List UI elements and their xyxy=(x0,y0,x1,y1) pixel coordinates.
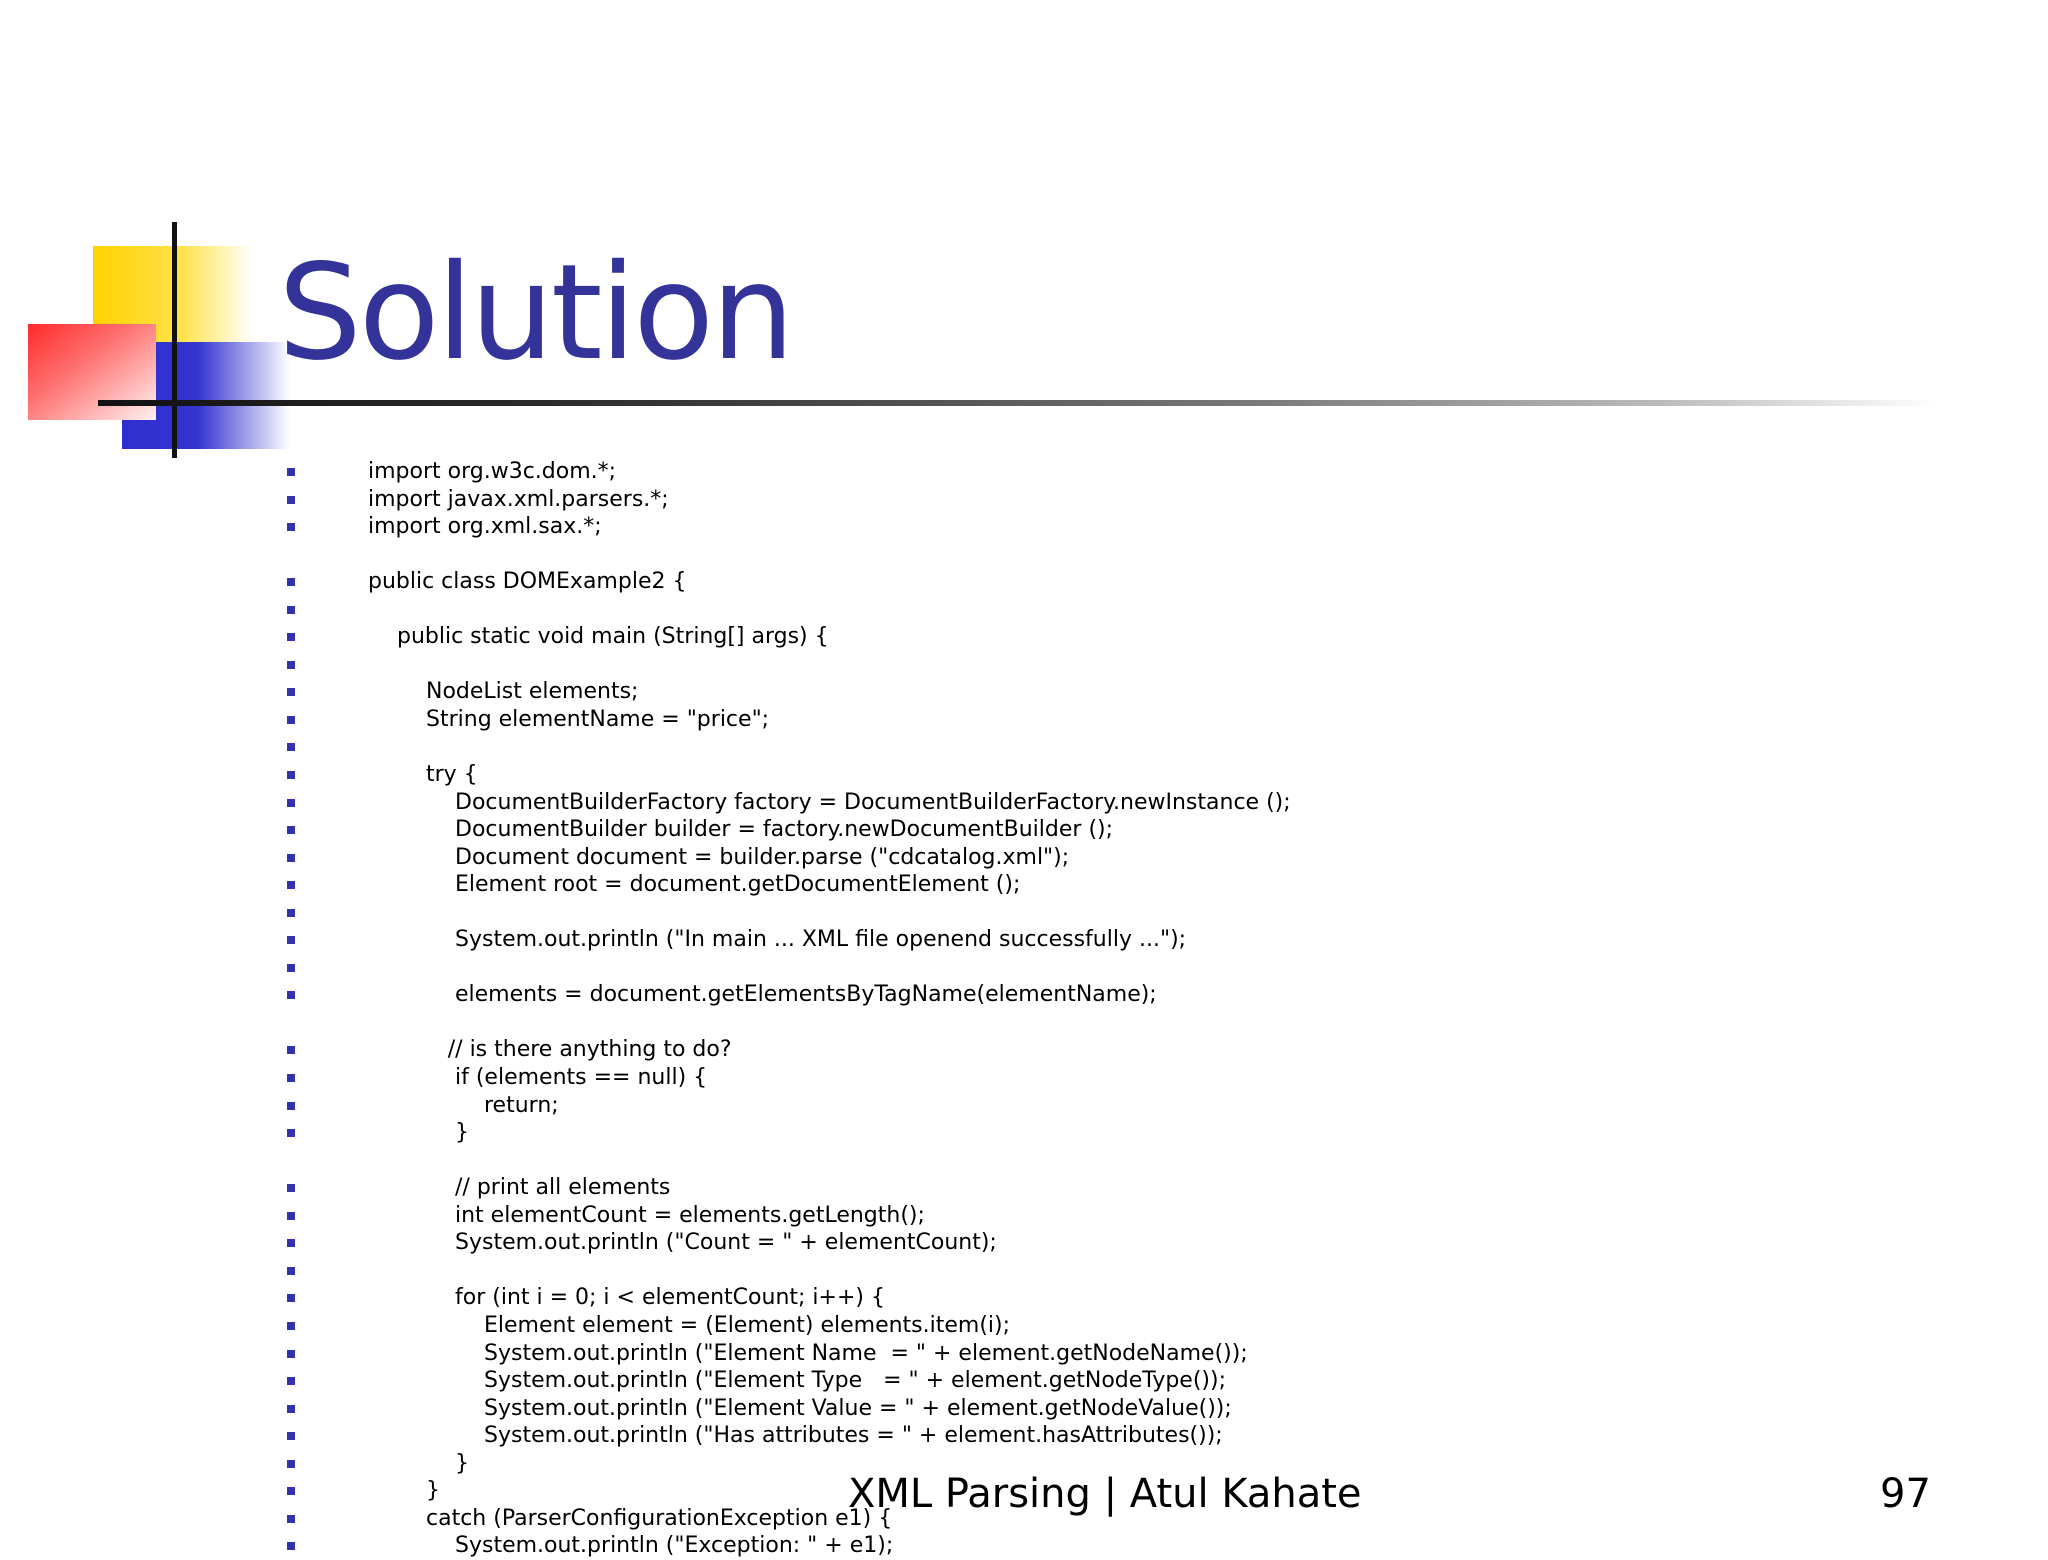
code-line-text: System.out.println ("Element Type = " + element.getNodeType()); xyxy=(484,1368,1226,1394)
code-line-text: } xyxy=(455,1120,469,1146)
code-line xyxy=(0,1422,2048,1450)
bullet-square-icon xyxy=(287,578,295,586)
code-line xyxy=(0,1395,2048,1423)
bullet-square-icon xyxy=(287,1405,295,1413)
bullet-square-icon xyxy=(287,881,295,889)
bullet-square-icon xyxy=(287,964,295,972)
code-listing xyxy=(0,458,2048,1559)
code-line-text: } xyxy=(426,1478,440,1504)
code-line xyxy=(0,1036,2048,1064)
code-line-text: if (elements == null) { xyxy=(455,1065,708,1091)
bullet-square-icon xyxy=(287,1074,295,1082)
code-line xyxy=(0,789,2048,817)
code-line-text: try { xyxy=(426,762,478,788)
code-line-text: System.out.println ("Exception: " + e1); xyxy=(455,1533,894,1559)
code-line xyxy=(0,596,2048,624)
code-line xyxy=(0,1092,2048,1120)
code-line xyxy=(0,1532,2048,1560)
code-line-text: System.out.println ("Has attributes = " + element.hasAttributes()); xyxy=(484,1423,1223,1449)
code-line-text: Document document = builder.parse ("cdcatalog.xml"); xyxy=(455,844,1070,870)
code-line-text: public static void main (String[] args) { xyxy=(397,624,829,650)
code-line xyxy=(0,1257,2048,1285)
code-line xyxy=(0,761,2048,789)
code-line-text: int elementCount = elements.getLength(); xyxy=(455,1202,925,1228)
code-line xyxy=(0,541,2048,569)
bullet-square-icon xyxy=(287,1239,295,1247)
bullet-square-icon xyxy=(287,633,295,641)
bullet-square-icon xyxy=(287,1322,295,1330)
code-line xyxy=(0,844,2048,872)
code-line xyxy=(0,899,2048,927)
bullet-square-icon xyxy=(287,1377,295,1385)
bullet-square-icon xyxy=(287,854,295,862)
bullet-square-icon xyxy=(287,1460,295,1468)
bullet-square-icon xyxy=(287,799,295,807)
code-line xyxy=(0,1064,2048,1092)
bullet-square-icon xyxy=(287,771,295,779)
bullet-square-icon xyxy=(287,1432,295,1440)
bullet-square-icon xyxy=(287,743,295,751)
code-line-text: catch (ParserConfigurationException e1) { xyxy=(426,1505,893,1531)
code-line-text: System.out.println ("Element Name = " + element.getNodeName()); xyxy=(484,1340,1248,1366)
bullet-square-icon xyxy=(287,1046,295,1054)
bullet-square-icon xyxy=(287,1184,295,1192)
code-line xyxy=(0,1202,2048,1230)
code-line-text: import org.w3c.dom.*; xyxy=(368,459,617,484)
code-line-text: NodeList elements; xyxy=(426,679,639,705)
slide-title: Solution xyxy=(278,236,792,390)
page-number: 97 xyxy=(1880,1471,1931,1517)
code-line-text: elements = document.getElementsByTagName(elementName); xyxy=(455,982,1157,1008)
bullet-square-icon xyxy=(287,1212,295,1220)
code-line-text: for (int i = 0; i < elementCount; i++) { xyxy=(455,1285,885,1311)
bullet-square-icon xyxy=(287,1294,295,1302)
bullet-square-icon xyxy=(287,909,295,917)
title-underline-rule xyxy=(98,400,1938,406)
code-line xyxy=(0,1284,2048,1312)
code-line-text: public class DOMExample2 { xyxy=(368,569,687,595)
code-line-text: import javax.xml.parsers.*; xyxy=(368,486,669,512)
bullet-square-icon xyxy=(287,826,295,834)
code-line-text: // is there anything to do? xyxy=(447,1037,732,1063)
code-line xyxy=(0,1229,2048,1257)
bullet-square-icon xyxy=(287,1487,295,1495)
bullet-square-icon xyxy=(287,468,295,476)
bullet-square-icon xyxy=(287,1515,295,1523)
code-line-text: import org.xml.sax.*; xyxy=(368,514,602,540)
code-line xyxy=(0,458,2048,486)
code-line xyxy=(0,733,2048,761)
code-line-text: System.out.println ("In main ... XML file openend successfully ..."); xyxy=(455,927,1187,953)
code-line-text: // print all elements xyxy=(455,1175,671,1201)
bullet-square-icon xyxy=(287,991,295,999)
code-line xyxy=(0,981,2048,1009)
code-line xyxy=(0,678,2048,706)
bullet-square-icon xyxy=(287,523,295,531)
code-line-text: DocumentBuilder builder = factory.newDocumentBuilder (); xyxy=(455,817,1114,843)
code-line xyxy=(0,871,2048,899)
bullet-square-icon xyxy=(287,1350,295,1358)
code-line xyxy=(0,1340,2048,1368)
code-line-text: System.out.println ("Count = " + elementCount); xyxy=(455,1230,997,1256)
code-line xyxy=(0,1367,2048,1395)
bullet-square-icon xyxy=(287,1102,295,1110)
code-line-text: DocumentBuilderFactory factory = DocumentBuilderFactory.newInstance (); xyxy=(455,789,1291,815)
code-line-text: System.out.println ("Element Value = " + element.getNodeValue()); xyxy=(484,1395,1232,1421)
code-line xyxy=(0,1119,2048,1147)
code-line xyxy=(0,513,2048,541)
bullet-square-icon xyxy=(287,661,295,669)
code-line-text: return; xyxy=(484,1092,559,1118)
code-line xyxy=(0,623,2048,651)
slide-logo-graphic xyxy=(0,0,300,480)
bullet-square-icon xyxy=(287,716,295,724)
logo-vertical-line xyxy=(172,222,177,458)
bullet-square-icon xyxy=(287,936,295,944)
bullet-square-icon xyxy=(287,1129,295,1137)
code-line xyxy=(0,926,2048,954)
code-line xyxy=(0,651,2048,679)
code-line xyxy=(0,706,2048,734)
bullet-square-icon xyxy=(287,1542,295,1550)
bullet-square-icon xyxy=(287,1267,295,1275)
bullet-square-icon xyxy=(287,688,295,696)
code-line-text: Element root = document.getDocumentElement (); xyxy=(455,872,1021,898)
code-line-text: Element element = (Element) elements.item(i); xyxy=(484,1312,1011,1338)
code-line xyxy=(0,1009,2048,1037)
code-line xyxy=(0,954,2048,982)
slide-footer: XML Parsing | Atul Kahate xyxy=(848,1471,1362,1517)
bullet-square-icon xyxy=(287,606,295,614)
code-line xyxy=(0,568,2048,596)
code-line-text: } xyxy=(455,1450,469,1476)
bullet-square-icon xyxy=(287,496,295,504)
code-line xyxy=(0,816,2048,844)
code-line-text: String elementName = "price"; xyxy=(426,706,770,732)
code-line xyxy=(0,486,2048,514)
code-line xyxy=(0,1174,2048,1202)
code-line xyxy=(0,1147,2048,1175)
code-line xyxy=(0,1312,2048,1340)
